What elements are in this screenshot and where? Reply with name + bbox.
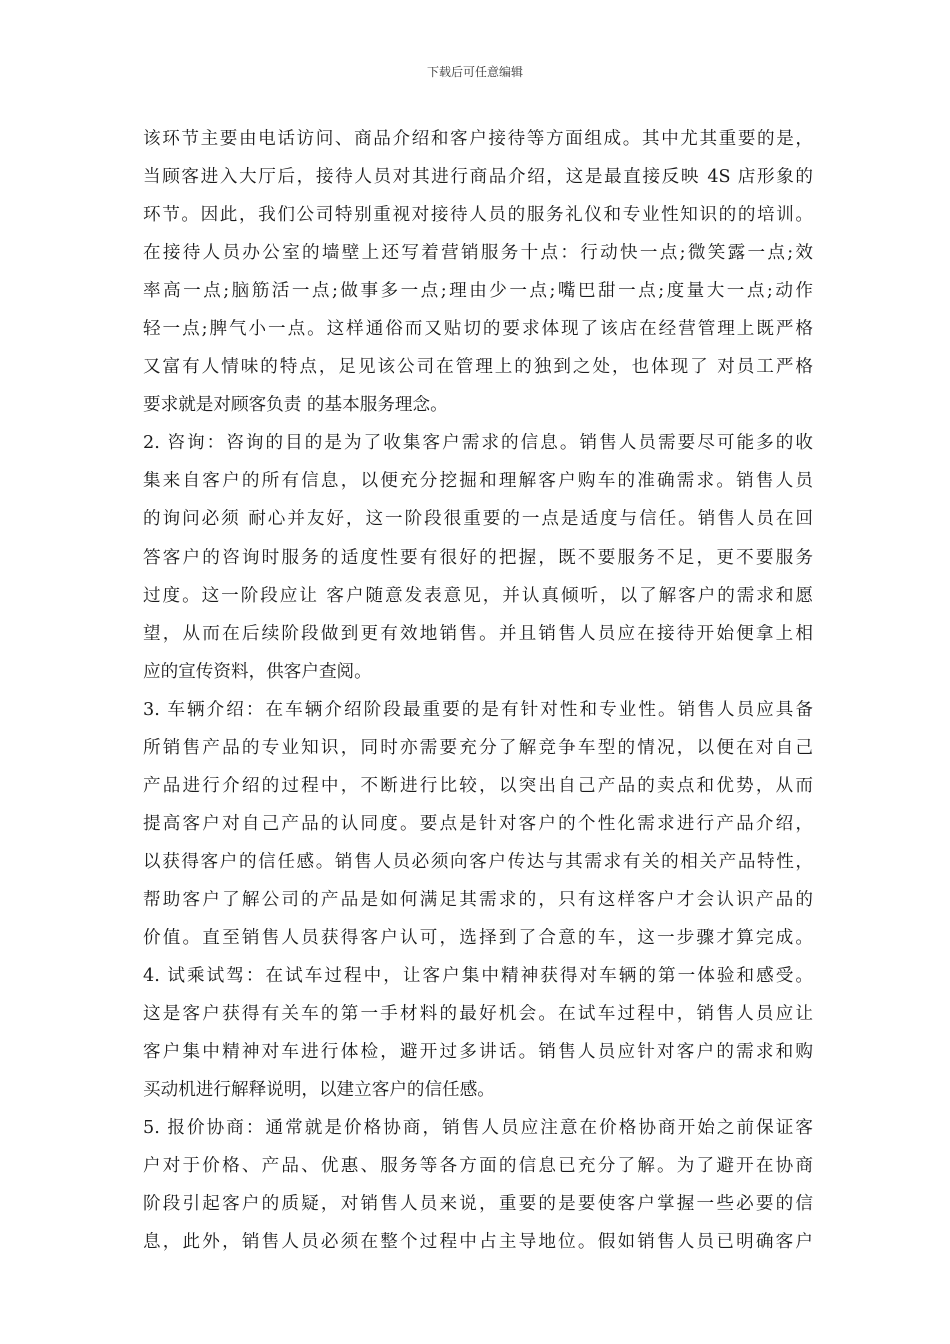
text-line: 阶段引起客户的质疑，对销售人员来说，重要的是要使客户掌握一些必要的信 <box>143 1194 813 1215</box>
text-line: 的询问必须 耐心并友好，这一阶段很重要的一点是适度与信任。销售人员在回 <box>143 509 813 530</box>
text-line: 应的宣传资料，供客户查阅。 <box>143 661 372 682</box>
text-line: 5. 报价协商：通常就是价格协商，销售人员应注意在价格协商开始之前保证客 <box>143 1118 813 1139</box>
document-body <box>143 120 813 1261</box>
text-line: 轻一点;脾气小一点。这样通俗而又贴切的要求体现了该店在经营管理上既严格 <box>143 319 813 340</box>
text-line: 户对于价格、产品、优惠、服务等各方面的信息已充分了解。为了避开在协商 <box>143 1156 813 1177</box>
text-line: 在接待人员办公室的墙壁上还写着营销服务十点：行动快一点;微笑露一点;效 <box>143 243 813 264</box>
text-line: 息，此外，销售人员必须在整个过程中占主导地位。假如销售人员已明确客户 <box>143 1232 813 1253</box>
text-line: 率高一点;脑筋活一点;做事多一点;理由少一点;嘴巴甜一点;度量大一点;动作 <box>143 281 813 302</box>
text-line: 当顾客进入大厅后，接待人员对其进行商品介绍，这是最直接反映 4S 店形象的 <box>143 167 813 188</box>
text-line: 帮助客户了解公司的产品是如何满足其需求的，只有这样客户才会认识产品的 <box>143 889 813 910</box>
text-line: 价值。直至销售人员获得客户认可，选择到了合意的车，这一步骤才算完成。 <box>143 927 813 948</box>
text-line: 集来自客户的所有信息，以便充分挖掘和理解客户购车的准确需求。销售人员 <box>143 471 813 492</box>
text-line: 这是客户获得有关车的第一手材料的最好机会。在试车过程中，销售人员应让 <box>143 1004 813 1025</box>
text-line: 4. 试乘试驾：在试车过程中，让客户集中精神获得对车辆的第一体验和感受。 <box>143 966 813 987</box>
text-line: 过度。这一阶段应让 客户随意发表意见，并认真倾听，以了解客户的需求和愿 <box>143 585 813 606</box>
text-line: 该环节主要由电话访问、商品介绍和客户接待等方面组成。其中尤其重要的是， <box>143 129 813 149</box>
text-line: 3. 车辆介绍：在车辆介绍阶段最重要的是有针对性和专业性。销售人员应具备 <box>143 699 813 720</box>
text-line: 买动机进行解释说明，以建立客户的信任感。 <box>143 1080 495 1101</box>
text-line: 要求就是对顾客负责 的基本服务理念。 <box>143 395 448 416</box>
page-header-note: 下载后可任意编辑 <box>426 65 523 79</box>
text-line: 2. 咨询：咨询的目的是为了收集客户需求的信息。销售人员需要尽可能多的收 <box>143 433 813 454</box>
text-line: 客户集中精神对车进行体检，避开过多讲话。销售人员应针对客户的需求和购 <box>143 1042 813 1063</box>
text-line: 以获得客户的信任感。销售人员必须向客户传达与其需求有关的相关产品特性， <box>143 851 813 872</box>
text-line: 环节。因此，我们公司特别重视对接待人员的服务礼仪和专业性知识的的培训。 <box>143 205 813 226</box>
text-line: 产品进行介绍的过程中，不断进行比较，以突出自己产品的卖点和优势，从而 <box>143 775 813 796</box>
text-line: 答客户的咨询时服务的适度性要有很好的把握，既不要服务不足，更不要服务 <box>143 547 813 568</box>
text-line: 所销售产品的专业知识，同时亦需要充分了解竞争车型的情况，以便在对自己 <box>143 737 813 758</box>
text-line: 又富有人情味的特点，足见该公司在管理上的独到之处，也体现了 对员工严格 <box>143 357 813 378</box>
text-line: 提高客户对自己产品的认同度。要点是针对客户的个性化需求进行产品介绍， <box>143 813 813 834</box>
text-line: 望，从而在后续阶段做到更有效地销售。并且销售人员应在接待开始便拿上相 <box>143 623 813 644</box>
